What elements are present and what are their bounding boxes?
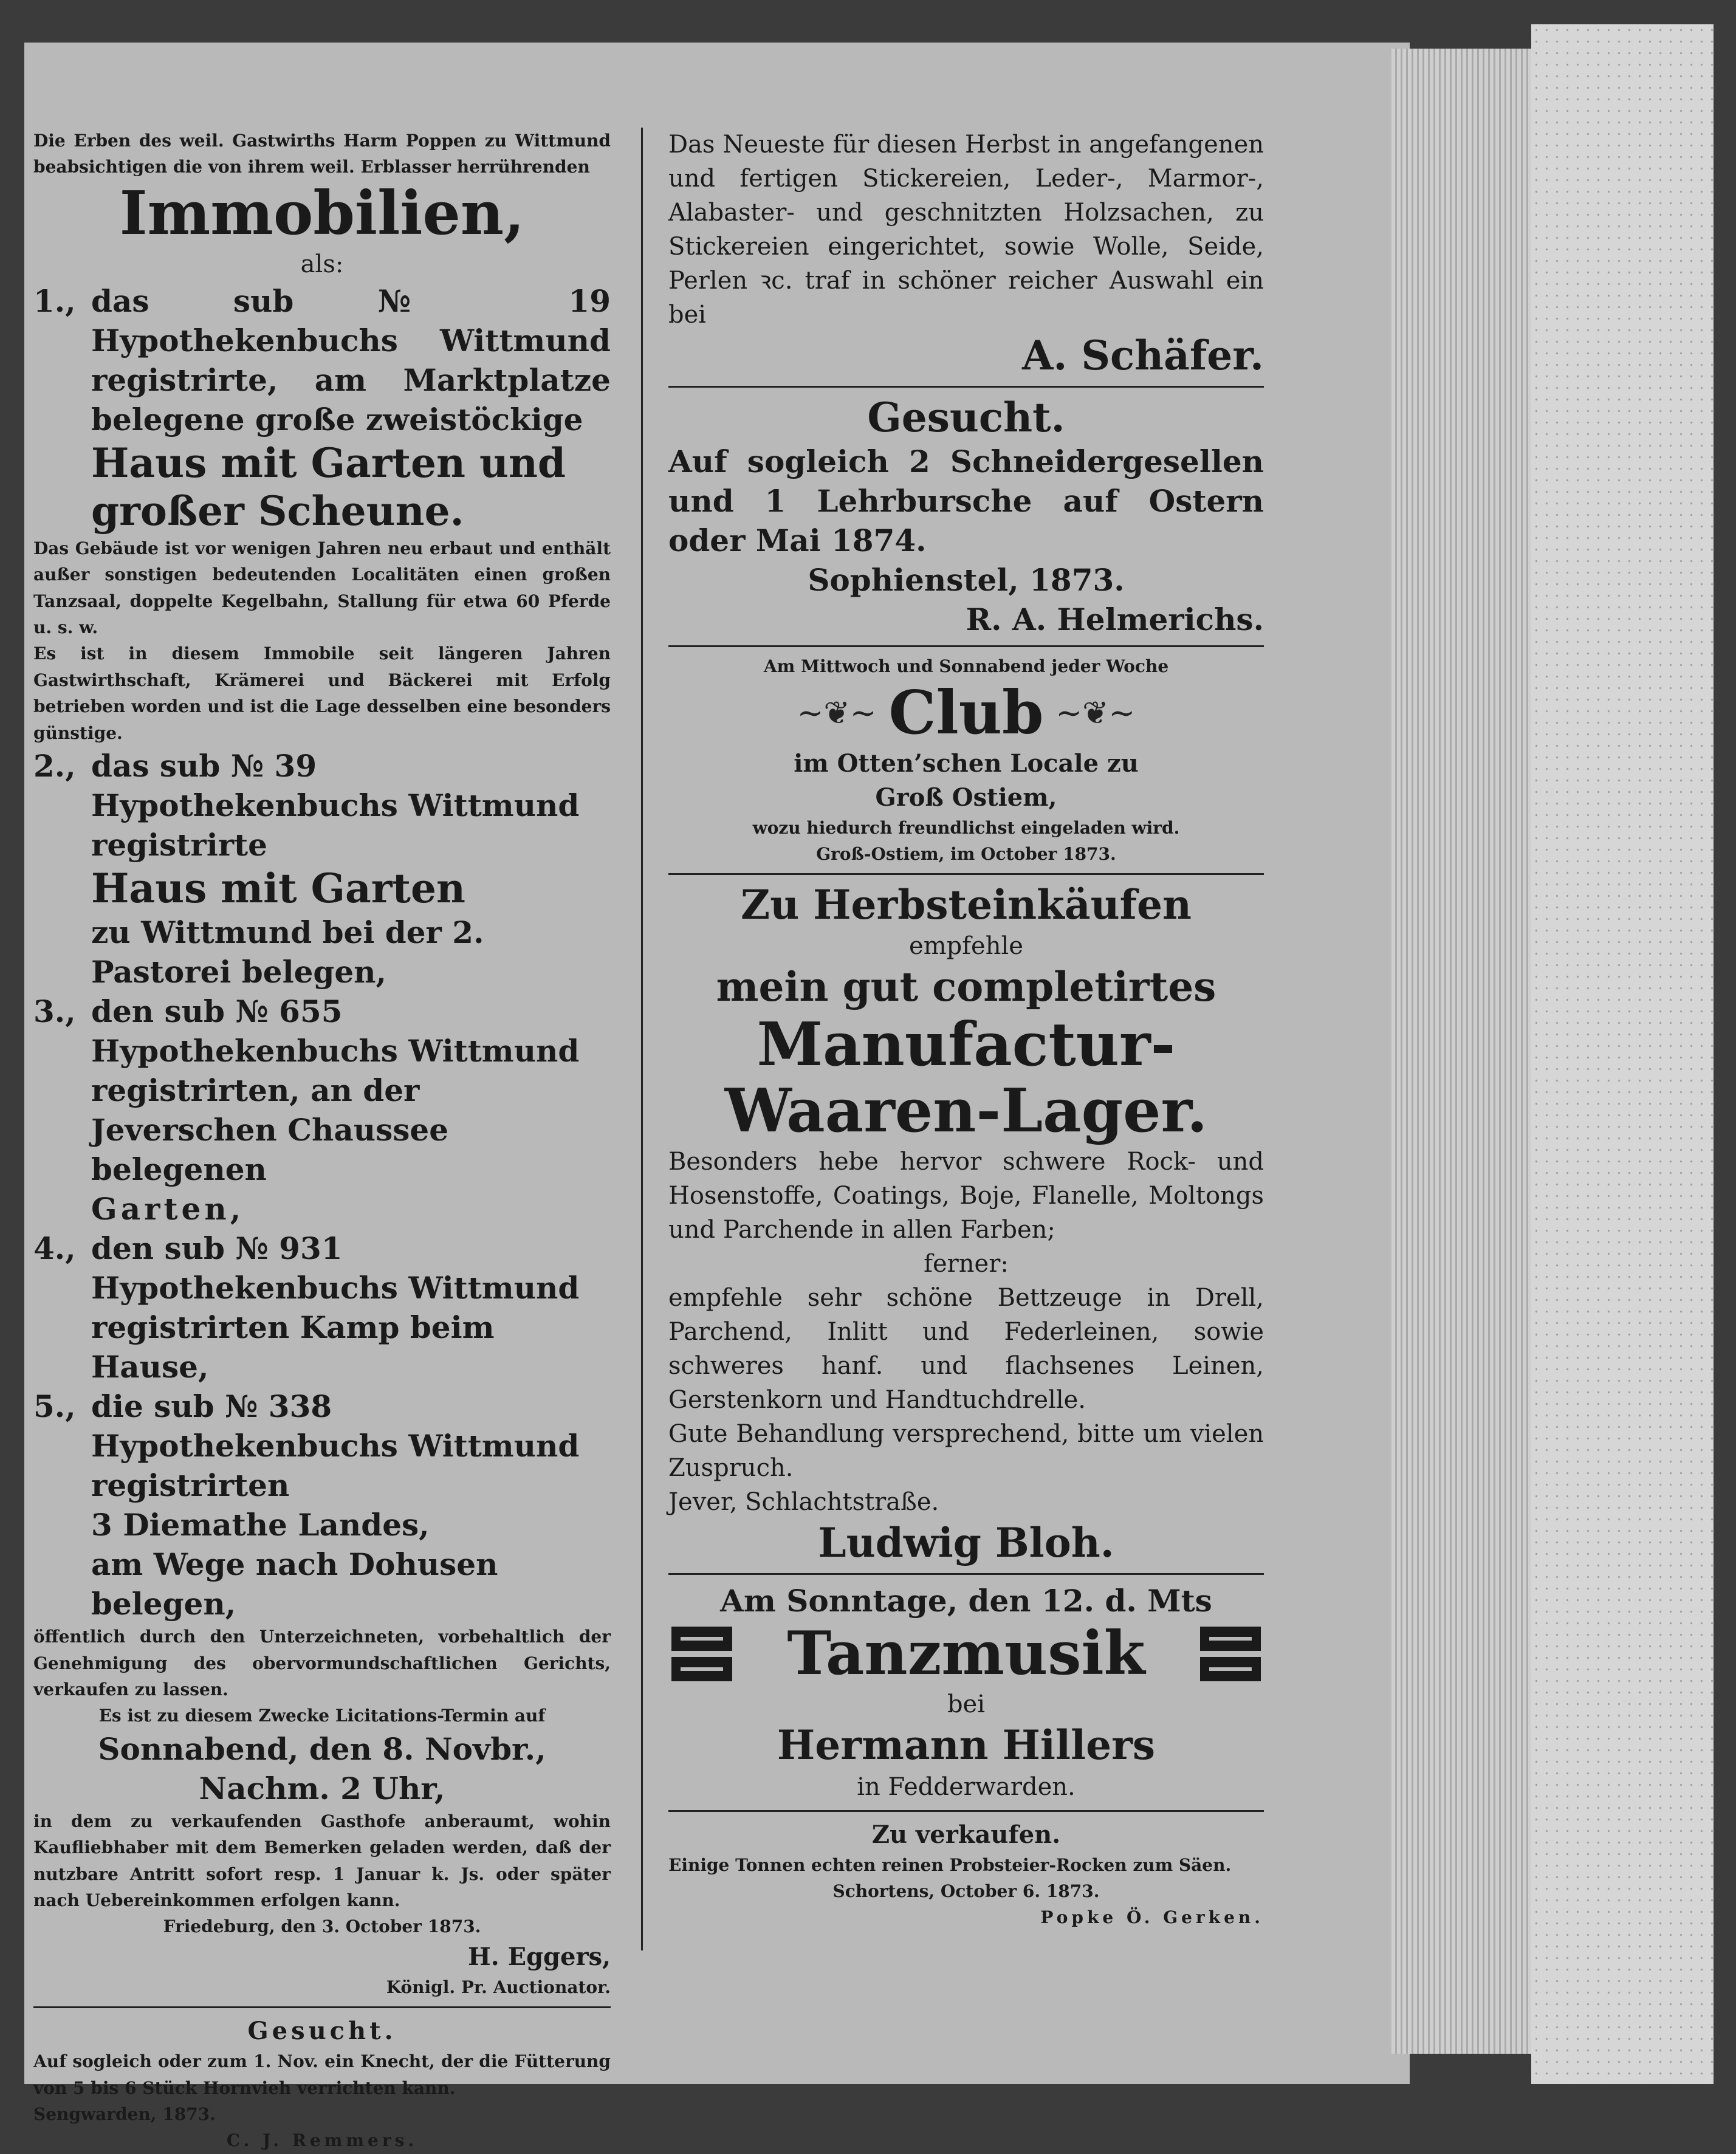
- separator: [668, 873, 1264, 875]
- ornament-right-icon: [1197, 1621, 1264, 1687]
- place-text: in dem zu verkaufenden Gasthofe anberaumt, wohin Kaufliebhaber mit dem Bemerken geladen werden, daß der nutzbare Antritt sofort resp. 1 Januar k. Js. oder später nach Uebereinkommen erfolgen kann.: [33, 1811, 611, 1910]
- ad-body: Einige Tonnen echten reinen Probsteier-Rocken zum Säen.: [668, 1854, 1232, 1875]
- item-text: zu Wittmund bei der 2. Pastorei belegen,: [91, 914, 484, 990]
- termin-text: Es ist zu diesem Zwecke Licitations-Termin auf: [98, 1706, 546, 1726]
- ad-text: mein gut completirtes: [716, 963, 1216, 1011]
- item-text: den sub № 931 Hypothekenbuchs Wittmund registrirten Kamp beim Hause,: [91, 1230, 580, 1385]
- ad-text: ferner:: [924, 1250, 1009, 1278]
- ad-body: Auf sogleich 2 Schneidergesellen und 1 Lehrbursche auf Ostern oder Mai 1874.: [668, 444, 1264, 559]
- description: Das Gebäude ist vor wenigen Jahren neu erbaut und enthält außer sonstigen bedeutenden Localitäten einen großen Tanzsaal, doppelte Kegelbahn, Stallung für etwa 60 Pferde u. s. w.: [33, 538, 611, 638]
- club-intro: Am Mittwoch und Sonnabend jeder Woche: [763, 656, 1169, 677]
- item-highlight: Garten,: [91, 1191, 245, 1227]
- dateline: Friedeburg, den 3. October 1873.: [163, 1916, 481, 1937]
- separator: [33, 2006, 611, 2008]
- item-text: das sub № 39 Hypothekenbuchs Wittmund registrirte: [91, 748, 580, 863]
- ad-name: Hermann Hillers: [777, 1721, 1156, 1769]
- club-location: Groß Ostiem,: [875, 783, 1057, 812]
- left-column: [33, 128, 611, 2151]
- ad-text: empfehle: [909, 932, 1023, 961]
- ad-body: Auf sogleich oder zum 1. Nov. ein Knecht, der die Fütterung von 5 bis 6 Stück Hornvieh verrichten kann.: [33, 2051, 611, 2098]
- ad-place: Sophienstel, 1873.: [808, 562, 1125, 599]
- auction-time: Nachm. 2 Uhr,: [199, 1770, 445, 1806]
- tanzmusik-banner: [668, 1621, 1264, 1687]
- item-highlight: Haus mit Garten und großer Scheune.: [91, 439, 566, 535]
- ornament-left-icon: [668, 1621, 735, 1687]
- ad-text: bei: [947, 1690, 986, 1719]
- list-item: [33, 281, 611, 535]
- intro-text: Die Erben des weil. Gastwirths Harm Poppen zu Wittmund beabsichtigen die von ihrem weil. Erblasser herrührenden: [33, 131, 611, 177]
- item-text: den sub № 655 Hypothekenbuchs Wittmund registrirten, an der Jeverschen Chaussee belegenen: [91, 993, 580, 1188]
- separator: [668, 1573, 1264, 1575]
- book-cover: [1531, 24, 1714, 2084]
- ad-heading: Zu verkaufen.: [871, 1820, 1061, 1849]
- ad-big-title: Manufactur-: [756, 1009, 1176, 1080]
- ad-signature: R. A. Helmerichs.: [966, 602, 1264, 638]
- signer-title: Königl. Pr. Auctionator.: [386, 1977, 611, 1997]
- separator: [668, 645, 1264, 647]
- ad-heading: Zu Herbsteinkäufen: [741, 881, 1192, 929]
- ad-signature: Popke Ö. Gerken.: [1040, 1907, 1264, 1928]
- separator: [668, 386, 1264, 388]
- club-invite: wozu hiedurch freundlichst eingeladen wird.: [752, 817, 1180, 838]
- sale-text: öffentlich durch den Unterzeichneten, vorbehaltlich der Genehmigung des obervormundschaftlichen Gerichts, verkaufen zu lassen.: [33, 1627, 611, 1700]
- ad-heading: Am Sonntage, den 12. d. Mts: [720, 1583, 1212, 1619]
- flourish-right-icon: ~❦~: [1055, 695, 1136, 732]
- tanzmusik-title: Tanzmusik: [787, 1619, 1145, 1689]
- description: Es ist in diesem Immobile seit längeren Jahren Gastwirthschaft, Krämerei und Bäckerei mit Erfolg betrieben worden und ist die Lage desselben eine besonders günstige.: [33, 643, 611, 743]
- page-edges: [1391, 49, 1537, 2054]
- item-number: 2.,: [33, 748, 76, 784]
- list-item: [33, 746, 611, 992]
- ad-body: Das Neueste für diesen Herbst in angefangenen und fertigen Stickereien, Leder-, Marmor-, Alabaster- und geschnitzten Holzsachen, zu Stickereien eingerichtet, sowie Wolle, Seide, Perlen ꝛc. traf in schöner reicher Auswahl ein bei: [668, 131, 1264, 329]
- ad-signature: C. J. Remmers.: [226, 2130, 418, 2151]
- flourish-left-icon: ~❦~: [797, 695, 877, 732]
- club-location: im Otten’schen Locale zu: [794, 749, 1139, 778]
- item-number: 4.,: [33, 1230, 76, 1267]
- ad-body: Besonders hebe hervor schwere Rock- und Hosenstoffe, Coatings, Boje, Flanelle, Moltongs und Parchende in allen Farben;: [668, 1148, 1264, 1244]
- immobilien-headline: Immobilien,: [119, 178, 525, 249]
- column-divider: [641, 128, 643, 1950]
- ad-place: in Fedderwarden.: [857, 1772, 1076, 1801]
- ad-signature: A. Schäfer.: [1022, 332, 1264, 379]
- ad-place: Schortens, October 6. 1873.: [832, 1881, 1100, 1901]
- ad-big-title: Waaren-Lager.: [724, 1076, 1208, 1147]
- list-item: [33, 1229, 611, 1387]
- item-number: 1.,: [33, 283, 76, 319]
- ad-heading: Gesucht.: [867, 394, 1065, 442]
- item-highlight: 3 Diemathe Landes,: [91, 1507, 430, 1543]
- als-label: als:: [300, 250, 344, 278]
- club-date: Groß-Ostiem, im October 1873.: [816, 843, 1116, 864]
- club-title: Club: [888, 677, 1044, 748]
- ad-body: empfehle sehr schöne Bettzeuge in Drell, Parchend, Inlitt und Federleinen, sowie schweres hanf. und flachsenes Leinen, Gerstenkorn und Handtuchdrelle.: [668, 1284, 1264, 1415]
- ad-place: Sengwarden, 1873.: [33, 2104, 216, 2124]
- item-text: das sub № 19 Hypothekenbuchs Wittmund registrirte, am Marktplatze belegene große zweistöckige: [91, 283, 611, 437]
- item-number: 3.,: [33, 993, 76, 1030]
- item-text: die sub № 338 Hypothekenbuchs Wittmund registrirten: [91, 1388, 580, 1504]
- signer-name: H. Eggers,: [467, 1942, 611, 1971]
- club-banner: [668, 677, 1264, 748]
- item-number: 5.,: [33, 1388, 76, 1425]
- auction-date: Sonnabend, den 8. Novbr.,: [98, 1730, 546, 1767]
- ad-body: Gute Behandlung versprechend, bitte um vielen Zuspruch.: [668, 1420, 1264, 1483]
- ad-place: Jever, Schlachtstraße.: [668, 1488, 939, 1517]
- list-item: [33, 992, 611, 1229]
- ad-heading: Gesucht.: [247, 2017, 397, 2046]
- right-column: [668, 128, 1264, 1981]
- item-highlight: Haus mit Garten: [91, 865, 465, 913]
- list-item: [33, 1387, 611, 1624]
- separator: [668, 1810, 1264, 1812]
- ad-signature: Ludwig Bloh.: [818, 1519, 1114, 1567]
- item-text: am Wege nach Dohusen belegen,: [91, 1546, 498, 1622]
